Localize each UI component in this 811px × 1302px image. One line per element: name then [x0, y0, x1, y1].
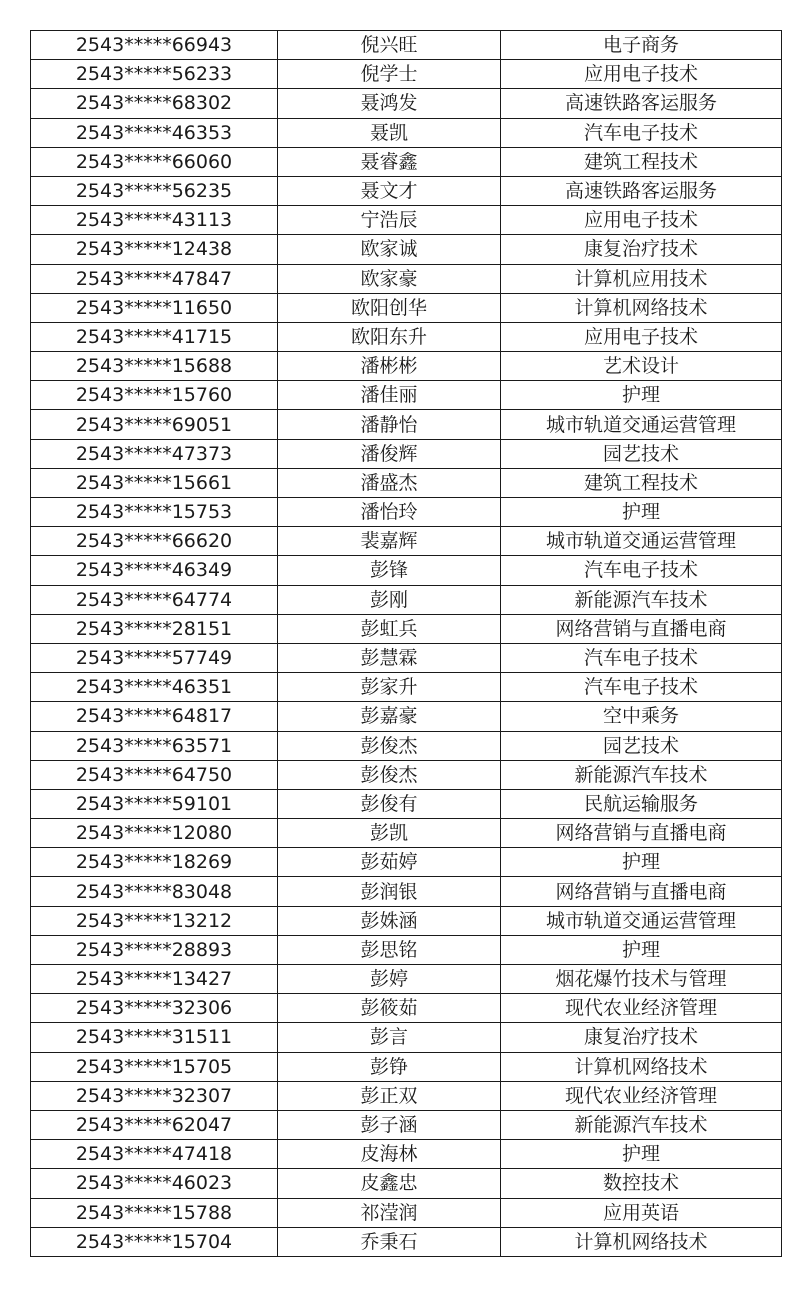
student-name-cell: 彭正双	[278, 1081, 501, 1110]
table-row	[31, 439, 782, 468]
table-row	[31, 965, 782, 994]
table-row	[31, 293, 782, 322]
student-id-cell: 2543*****32306	[31, 994, 278, 1023]
student-name-cell: 聂鸿发	[278, 89, 501, 118]
table-row	[31, 60, 782, 89]
student-name-cell: 祁滢润	[278, 1198, 501, 1227]
major-cell: 护理	[501, 1140, 782, 1169]
table-row	[31, 848, 782, 877]
student-id-cell: 2543*****11650	[31, 293, 278, 322]
student-id-cell: 2543*****62047	[31, 1110, 278, 1139]
table-row	[31, 1198, 782, 1227]
student-name-cell: 彭俊杰	[278, 731, 501, 760]
student-id-cell: 2543*****31511	[31, 1023, 278, 1052]
student-name-cell: 彭凯	[278, 819, 501, 848]
student-id-cell: 2543*****43113	[31, 206, 278, 235]
student-name-cell: 倪兴旺	[278, 31, 501, 60]
major-cell: 电子商务	[501, 31, 782, 60]
major-cell: 新能源汽车技术	[501, 585, 782, 614]
major-cell: 应用英语	[501, 1198, 782, 1227]
table-row	[31, 935, 782, 964]
student-name-cell: 宁浩辰	[278, 206, 501, 235]
major-cell: 网络营销与直播电商	[501, 877, 782, 906]
student-name-cell: 欧阳东升	[278, 322, 501, 351]
student-name-cell: 聂文才	[278, 176, 501, 205]
student-id-cell: 2543*****18269	[31, 848, 278, 877]
major-cell: 护理	[501, 381, 782, 410]
student-name-cell: 潘彬彬	[278, 352, 501, 381]
student-name-cell: 倪学士	[278, 60, 501, 89]
student-name-cell: 潘盛杰	[278, 468, 501, 497]
student-id-cell: 2543*****64774	[31, 585, 278, 614]
student-name-cell: 聂睿鑫	[278, 147, 501, 176]
student-name-cell: 潘怡玲	[278, 498, 501, 527]
student-id-cell: 2543*****47418	[31, 1140, 278, 1169]
major-cell: 护理	[501, 935, 782, 964]
major-cell: 建筑工程技术	[501, 147, 782, 176]
major-cell: 建筑工程技术	[501, 468, 782, 497]
student-name-cell: 聂凯	[278, 118, 501, 147]
table-row	[31, 381, 782, 410]
student-id-cell: 2543*****47847	[31, 264, 278, 293]
student-name-cell: 潘俊辉	[278, 439, 501, 468]
student-name-cell: 彭铮	[278, 1052, 501, 1081]
student-id-cell: 2543*****13427	[31, 965, 278, 994]
student-name-cell: 彭言	[278, 1023, 501, 1052]
table-row	[31, 498, 782, 527]
table-row	[31, 643, 782, 672]
student-name-cell: 彭婷	[278, 965, 501, 994]
major-cell: 护理	[501, 848, 782, 877]
student-id-cell: 2543*****32307	[31, 1081, 278, 1110]
student-id-cell: 2543*****41715	[31, 322, 278, 351]
student-id-cell: 2543*****46023	[31, 1169, 278, 1198]
student-id-cell: 2543*****15788	[31, 1198, 278, 1227]
student-id-cell: 2543*****12438	[31, 235, 278, 264]
major-cell: 空中乘务	[501, 702, 782, 731]
student-name-cell: 裴嘉辉	[278, 527, 501, 556]
table-row	[31, 906, 782, 935]
student-id-cell: 2543*****28893	[31, 935, 278, 964]
student-id-cell: 2543*****66943	[31, 31, 278, 60]
student-name-cell: 潘佳丽	[278, 381, 501, 410]
table-row	[31, 352, 782, 381]
student-name-cell: 欧家豪	[278, 264, 501, 293]
major-cell: 城市轨道交通运营管理	[501, 527, 782, 556]
student-id-cell: 2543*****15760	[31, 381, 278, 410]
major-cell: 康复治疗技术	[501, 1023, 782, 1052]
student-id-cell: 2543*****28151	[31, 614, 278, 643]
table-row	[31, 89, 782, 118]
student-name-cell: 欧阳创华	[278, 293, 501, 322]
student-id-cell: 2543*****64750	[31, 760, 278, 789]
table-row	[31, 527, 782, 556]
table-row	[31, 1052, 782, 1081]
major-cell: 高速铁路客运服务	[501, 89, 782, 118]
table-row	[31, 673, 782, 702]
student-id-cell: 2543*****63571	[31, 731, 278, 760]
student-id-cell: 2543*****64817	[31, 702, 278, 731]
table-row	[31, 31, 782, 60]
table-row	[31, 994, 782, 1023]
major-cell: 园艺技术	[501, 731, 782, 760]
major-cell: 烟花爆竹技术与管理	[501, 965, 782, 994]
roster-body	[31, 31, 782, 1257]
table-row	[31, 731, 782, 760]
table-row	[31, 789, 782, 818]
student-id-cell: 2543*****69051	[31, 410, 278, 439]
table-row	[31, 206, 782, 235]
student-id-cell: 2543*****66060	[31, 147, 278, 176]
table-row	[31, 1110, 782, 1139]
student-name-cell: 彭慧霖	[278, 643, 501, 672]
table-row	[31, 235, 782, 264]
table-row	[31, 176, 782, 205]
major-cell: 汽车电子技术	[501, 643, 782, 672]
table-row	[31, 585, 782, 614]
student-roster-table	[30, 30, 782, 1257]
table-row	[31, 1169, 782, 1198]
major-cell: 园艺技术	[501, 439, 782, 468]
table-row	[31, 147, 782, 176]
student-id-cell: 2543*****83048	[31, 877, 278, 906]
major-cell: 康复治疗技术	[501, 235, 782, 264]
student-id-cell: 2543*****47373	[31, 439, 278, 468]
student-id-cell: 2543*****15688	[31, 352, 278, 381]
major-cell: 高速铁路客运服务	[501, 176, 782, 205]
student-name-cell: 欧家诚	[278, 235, 501, 264]
major-cell: 城市轨道交通运营管理	[501, 410, 782, 439]
major-cell: 应用电子技术	[501, 60, 782, 89]
major-cell: 应用电子技术	[501, 322, 782, 351]
student-id-cell: 2543*****15753	[31, 498, 278, 527]
major-cell: 数控技术	[501, 1169, 782, 1198]
major-cell: 护理	[501, 498, 782, 527]
table-row	[31, 1140, 782, 1169]
major-cell: 网络营销与直播电商	[501, 819, 782, 848]
student-name-cell: 彭刚	[278, 585, 501, 614]
major-cell: 民航运输服务	[501, 789, 782, 818]
table-row	[31, 614, 782, 643]
table-row	[31, 1227, 782, 1256]
table-row	[31, 322, 782, 351]
major-cell: 城市轨道交通运营管理	[501, 906, 782, 935]
table-row	[31, 410, 782, 439]
table-row	[31, 819, 782, 848]
student-id-cell: 2543*****68302	[31, 89, 278, 118]
student-name-cell: 皮海林	[278, 1140, 501, 1169]
student-id-cell: 2543*****15705	[31, 1052, 278, 1081]
major-cell: 汽车电子技术	[501, 673, 782, 702]
student-id-cell: 2543*****46351	[31, 673, 278, 702]
student-name-cell: 彭家升	[278, 673, 501, 702]
student-id-cell: 2543*****15661	[31, 468, 278, 497]
student-id-cell: 2543*****66620	[31, 527, 278, 556]
table-row	[31, 118, 782, 147]
student-id-cell: 2543*****57749	[31, 643, 278, 672]
major-cell: 新能源汽车技术	[501, 1110, 782, 1139]
student-name-cell: 彭茹婷	[278, 848, 501, 877]
major-cell: 新能源汽车技术	[501, 760, 782, 789]
major-cell: 汽车电子技术	[501, 118, 782, 147]
student-name-cell: 彭嘉豪	[278, 702, 501, 731]
major-cell: 计算机网络技术	[501, 1227, 782, 1256]
student-name-cell: 彭锋	[278, 556, 501, 585]
table-row	[31, 1023, 782, 1052]
student-name-cell: 彭俊杰	[278, 760, 501, 789]
table-row	[31, 264, 782, 293]
major-cell: 计算机网络技术	[501, 1052, 782, 1081]
major-cell: 艺术设计	[501, 352, 782, 381]
student-name-cell: 彭姝涵	[278, 906, 501, 935]
major-cell: 网络营销与直播电商	[501, 614, 782, 643]
major-cell: 计算机网络技术	[501, 293, 782, 322]
student-id-cell: 2543*****12080	[31, 819, 278, 848]
student-name-cell: 彭虹兵	[278, 614, 501, 643]
student-id-cell: 2543*****46349	[31, 556, 278, 585]
student-name-cell: 彭筱茹	[278, 994, 501, 1023]
major-cell: 现代农业经济管理	[501, 994, 782, 1023]
major-cell: 计算机应用技术	[501, 264, 782, 293]
major-cell: 应用电子技术	[501, 206, 782, 235]
student-id-cell: 2543*****13212	[31, 906, 278, 935]
student-name-cell: 彭思铭	[278, 935, 501, 964]
table-row	[31, 760, 782, 789]
major-cell: 现代农业经济管理	[501, 1081, 782, 1110]
student-id-cell: 2543*****56233	[31, 60, 278, 89]
table-row	[31, 1081, 782, 1110]
student-name-cell: 彭子涵	[278, 1110, 501, 1139]
major-cell: 汽车电子技术	[501, 556, 782, 585]
student-id-cell: 2543*****46353	[31, 118, 278, 147]
table-row	[31, 468, 782, 497]
student-id-cell: 2543*****59101	[31, 789, 278, 818]
student-name-cell: 皮鑫忠	[278, 1169, 501, 1198]
student-name-cell: 乔秉石	[278, 1227, 501, 1256]
student-name-cell: 彭俊有	[278, 789, 501, 818]
table-row	[31, 556, 782, 585]
student-id-cell: 2543*****15704	[31, 1227, 278, 1256]
student-id-cell: 2543*****56235	[31, 176, 278, 205]
table-row	[31, 702, 782, 731]
student-name-cell: 潘静怡	[278, 410, 501, 439]
student-name-cell: 彭润银	[278, 877, 501, 906]
table-row	[31, 877, 782, 906]
